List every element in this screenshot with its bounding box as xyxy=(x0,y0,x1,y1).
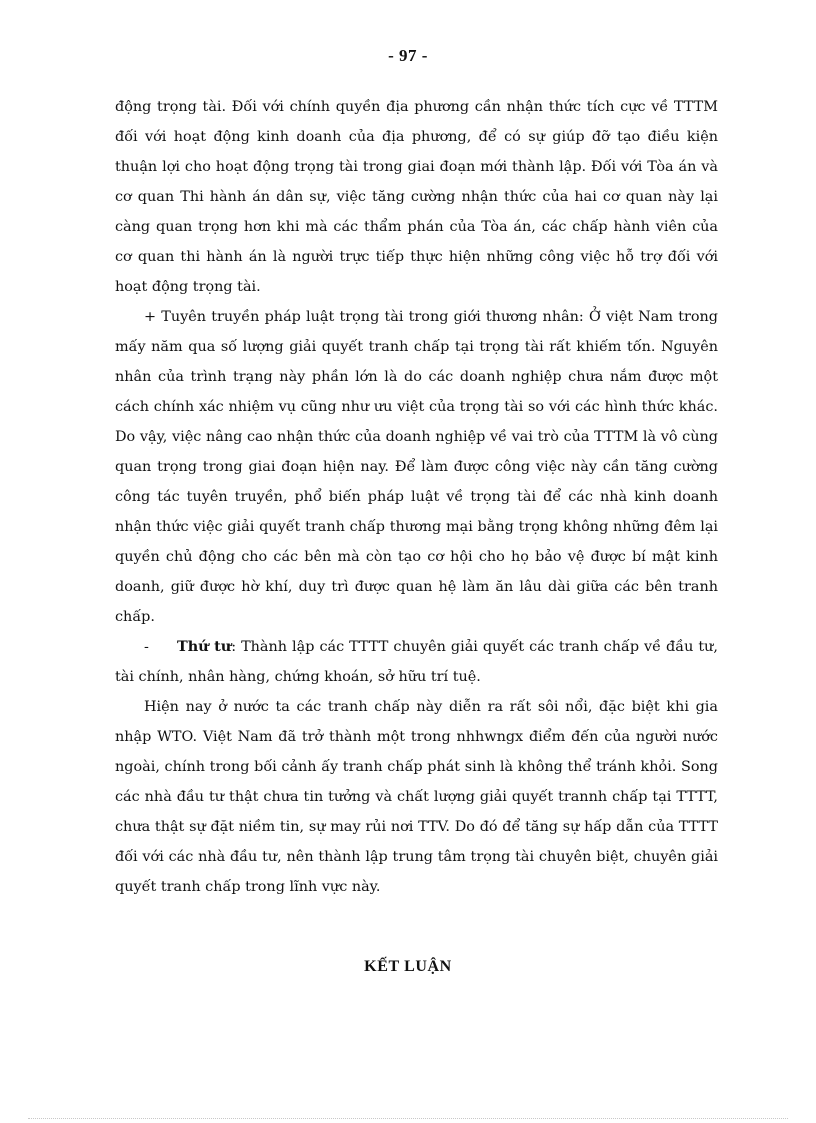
paragraph-merchant-propaganda: + Tuyên truyền pháp luật trọng tài trong giới thương nhân: Ở việt Nam trong mấy năm qua số lượng giải quyết tranh chấp tại trọng tài rất khiếm tốn. Nguyên nhân của trình trạng này phần lớn là do các doanh nghiệp chưa nắm được một cách chính xác nhiệm vụ cũng như ưu việt của trọng tài so với các hình thức khác. Do vậy, việc nâng cao nhận thức của doanh nghiệp về vai trò của TTTM là vô cùng quan trọng trong giai đoạn hiện nay. Để làm được công việc này cần tăng cường công tác tuyên truyền, phổ biến pháp luật về trọng tài để các nhà kinh doanh nhận thức việc giải quyết tranh chấp thương mại bằng trọng không những đêm lại quyền chủ động cho các bên mà còn tạo cơ hội cho họ bảo vệ được bí mật kinh doanh, giữ được hờ khí, duy trì được quan hệ làm ăn lâu dài giữa các bên tranh chấp. xyxy=(115,309,718,625)
section-heading-conclusion: KẾT LUẬN xyxy=(364,958,452,975)
paragraph-fourth-point xyxy=(115,632,718,692)
paragraph-local-authority: động trọng tài. Đối với chính quyền địa phương cần nhận thức tích cực về TTTM đối với hoạt động kinh doanh của địa phương, để có sự giúp đỡ tạo điều kiện thuận lợi cho hoạt động trọng tài trong giai đoạn mới thành lập. Đối với Tòa án và cơ quan Thi hành án dân sự, việc tăng cường nhận thức của hai cơ quan này lại càng quan trọng hơn khi mà các thẩm phán của Tòa án, các chấp hành viên của cơ quan thi hành án là người trực tiếp thực hiện những công việc hỗ trợ đối với hoạt động trọng tài. xyxy=(115,99,718,295)
list-dash: - xyxy=(144,639,149,655)
footer-divider xyxy=(28,1118,788,1119)
page-number: - 97 - xyxy=(388,46,428,65)
body-text xyxy=(115,92,718,902)
fourth-point-text: : Thành lập các TTTT chuyên giải quyết các tranh chấp về đầu tư, tài chính, nhân hàng, chứng khoán, sở hữu trí tuệ. xyxy=(115,639,718,685)
paragraph-current-disputes: Hiện nay ở nước ta các tranh chấp này diễn ra rất sôi nổi, đặc biệt khi gia nhập WTO. Việt Nam đã trở thành một trong nhhwngx điểm đến của người nước ngoài, chính trong bối cảnh ấy tranh chấp phát sinh là không thể tránh khỏi. Song các nhà đầu tư thật chưa tin tưởng và chất lượng giải quyết trannh chấp tại TTTT, chưa thật sự đặt niềm tin, sự may rủi nơi TTV. Do đó để tăng sự hấp dẫn của TTTT đối với các nhà đầu tư, nên thành lập trung tâm trọng tài chuyên biệt, chuyên giải quyết tranh chấp trong lĩnh vực này. xyxy=(115,699,718,895)
fourth-point-lead: Thứ tư xyxy=(177,638,232,655)
